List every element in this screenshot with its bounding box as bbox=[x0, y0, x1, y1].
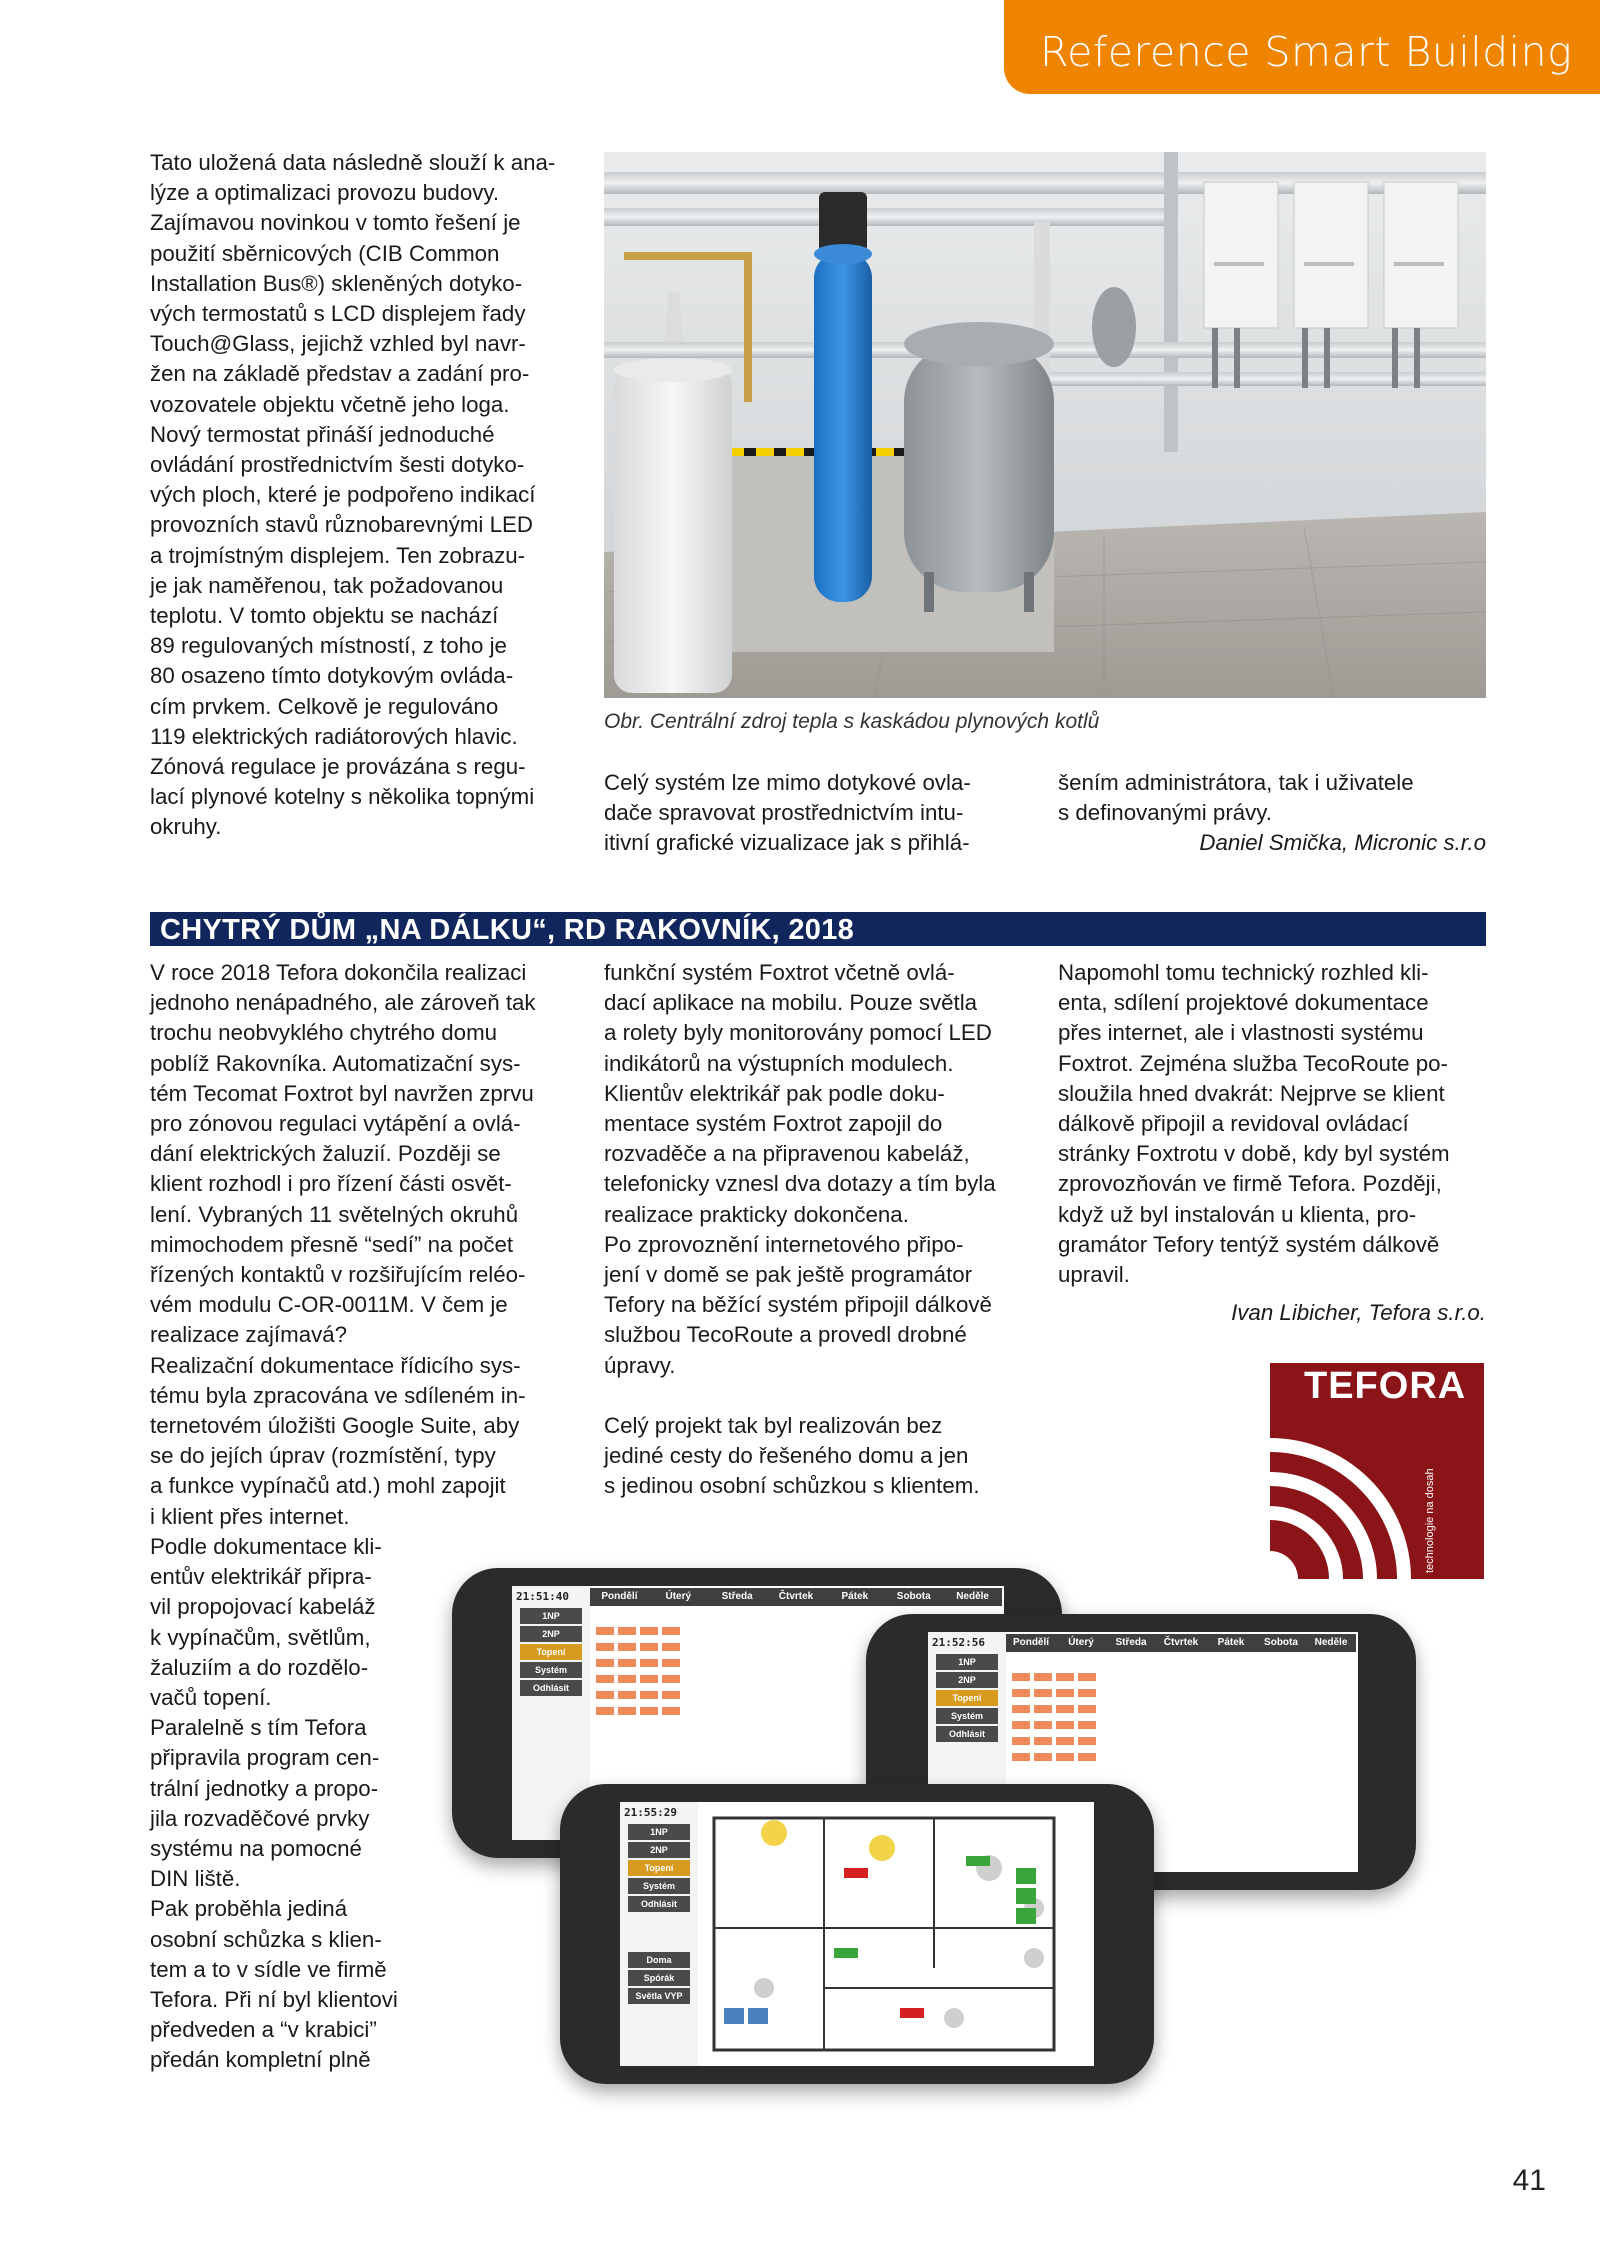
text-line: se do jejích úprav (rozmístění, typy bbox=[150, 1443, 496, 1469]
text-line: lení. Vybraných 11 světelných okruhů bbox=[150, 1201, 519, 1227]
boiler-room-photo bbox=[604, 152, 1486, 698]
text-line: itivní grafické vizualizace jak s přihlá- bbox=[604, 830, 970, 856]
text-line: použití sběrnicových (CIB Common bbox=[150, 240, 500, 266]
phone2-row bbox=[1012, 1704, 1352, 1715]
text-line: klient rozhodl i pro řízení části osvět- bbox=[150, 1171, 512, 1197]
text-line: vil propojovací kabeláž bbox=[150, 1594, 376, 1620]
phone2-day-7[interactable]: Neděle bbox=[1314, 1637, 1348, 1648]
text-line: Pak proběhla jediná bbox=[150, 1896, 348, 1922]
text-line: Touch@Glass, jejichž vzhled byl navr- bbox=[150, 331, 526, 357]
text-line: Tefora. Při ní byl klientovi bbox=[150, 1987, 398, 2013]
text-line: Klientův elektrikář pak podle doku- bbox=[604, 1080, 945, 1106]
text-line: s definovanými právy. bbox=[1058, 800, 1272, 826]
text-line: vozovatele objektu včetně jeho loga. bbox=[150, 391, 510, 417]
phone2-menu-2np[interactable]: 2NP bbox=[936, 1672, 998, 1688]
phone2-day-1[interactable]: Pondělí bbox=[1012, 1637, 1050, 1648]
text-line: a rolety byly monitorovány pomocí LED bbox=[604, 1020, 992, 1046]
text-line: trochu neobvyklého chytrého domu bbox=[150, 1020, 498, 1046]
text-line: předveden a “v krabici” bbox=[150, 2017, 377, 2043]
text-line: a trojmístným displejem. Ten zobrazu- bbox=[150, 542, 526, 568]
text-line: dálkově připojil a revidoval ovládací bbox=[1058, 1111, 1409, 1137]
text-line: Tato uložená data následně slouží k ana- bbox=[150, 150, 556, 175]
text-line: systému na pomocné bbox=[150, 1836, 362, 1862]
phone1-day-3[interactable]: Středa bbox=[721, 1591, 753, 1602]
phone2-menu-logout[interactable]: Odhlásit bbox=[936, 1726, 998, 1742]
text-line: dání elektrických žaluzií. Později se bbox=[150, 1141, 501, 1167]
text-line: Paralelně s tím Tefora bbox=[150, 1715, 367, 1741]
text-line: Zajímavou novinkou v tomto řešení je bbox=[150, 210, 521, 236]
text-line: Podle dokumentace kli- bbox=[150, 1534, 382, 1559]
text-line: realizace prakticky dokončena. bbox=[604, 1201, 909, 1227]
article-column-2 bbox=[604, 958, 1036, 1502]
text-line: provozních stavů různobarevnými LED bbox=[150, 512, 533, 538]
left-column-top bbox=[150, 148, 582, 843]
phone2-clock: 21:52:56 bbox=[932, 1636, 985, 1649]
phone3-screen bbox=[620, 1802, 1094, 2066]
text-line: Tefory na běžící systém připojil dálkově bbox=[604, 1292, 992, 1318]
text-line: službou TecoRoute a provedl drobné bbox=[604, 1322, 967, 1348]
text-line: Zónová regulace je provázána s regu- bbox=[150, 754, 526, 780]
header-title: Reference Smart Building bbox=[1040, 28, 1573, 76]
phone1-day-4[interactable]: Čtvrtek bbox=[778, 1591, 814, 1602]
phone2-day-4[interactable]: Čtvrtek bbox=[1163, 1637, 1199, 1648]
phone1-clock: 21:51:40 bbox=[516, 1590, 569, 1603]
text-line: mentace systém Foxtrot zapojil do bbox=[604, 1111, 943, 1137]
text-line: když už byl instalován u klienta, pro- bbox=[1058, 1201, 1417, 1227]
text-line: žen na základě představ a zadání pro- bbox=[150, 361, 530, 387]
phone2-days-bar bbox=[1006, 1634, 1356, 1652]
phone3-scene-lights-off[interactable]: Světla VYP bbox=[628, 1988, 690, 2004]
text-line: vých ploch, které je podpořeno indikací bbox=[150, 482, 536, 508]
text-line: ternetovém úložišti Google Suite, aby bbox=[150, 1413, 520, 1439]
text-line: připravila program cen- bbox=[150, 1745, 380, 1771]
text-line: šením administrátora, tak i uživatele bbox=[1058, 770, 1414, 795]
phone3-menu-2np[interactable]: 2NP bbox=[628, 1842, 690, 1858]
text-line: 89 regulovaných místností, z toho je bbox=[150, 633, 507, 659]
text-line: Installation Bus®) skleněných dotyko- bbox=[150, 270, 523, 296]
phone2-row bbox=[1012, 1672, 1352, 1683]
phone3-clock: 21:55:29 bbox=[624, 1806, 677, 1819]
text-line: 80 osazeno tímto dotykovým ovláda- bbox=[150, 663, 514, 689]
text-line: indikátorů na výstupních modulech. bbox=[604, 1050, 954, 1076]
text-line: osobní schůzka s klien- bbox=[150, 1926, 382, 1952]
text-line: enta, sdílení projektové dokumentace bbox=[1058, 990, 1429, 1016]
text-line: dací aplikace na mobilu. Pouze světla bbox=[604, 990, 978, 1016]
page-number: 41 bbox=[1512, 2164, 1546, 2197]
logo-tagline: technologie na dosah bbox=[1424, 1468, 1436, 1573]
phone1-day-5[interactable]: Pátek bbox=[841, 1591, 869, 1602]
signature-bottom: Ivan Libicher, Tefora s.r.o. bbox=[1231, 1300, 1486, 1325]
text-line: trální jednotky a propo- bbox=[150, 1775, 379, 1801]
text-line: lací plynové kotelny s několika topnými bbox=[150, 784, 535, 810]
text-line: jení v domě se pak ještě programátor bbox=[604, 1262, 973, 1288]
phone2-row bbox=[1012, 1688, 1352, 1699]
phone3-menu-system[interactable]: Systém bbox=[628, 1878, 690, 1894]
text-line: Po zprovoznění internetového připo- bbox=[604, 1231, 964, 1257]
text-line: tem a to v sídle ve firmě bbox=[150, 1956, 387, 1982]
phone3-scene-saving[interactable]: Spórák bbox=[628, 1970, 690, 1986]
phone1-day-1[interactable]: Pondělí bbox=[601, 1591, 638, 1602]
text-line: Realizační dokumentace řídicího sys- bbox=[150, 1352, 521, 1378]
photo-caption: Obr. Centrální zdroj tepla s kaskádou plynových kotlů bbox=[604, 710, 1100, 733]
phone1-days-bar bbox=[590, 1588, 1002, 1606]
text-line: vých termostatů s LCD displejem řady bbox=[150, 301, 526, 327]
phone2-day-6[interactable]: Sobota bbox=[1264, 1637, 1298, 1648]
text-line bbox=[604, 1381, 1036, 1411]
text-line: upravil. bbox=[1058, 1262, 1130, 1288]
article-column-3 bbox=[1058, 958, 1486, 1290]
article-column-1-narrow bbox=[150, 1532, 424, 2076]
text-line: mimochodem přesně “sedí” na počet bbox=[150, 1231, 514, 1257]
text-line: Foxtrot. Zejména služba TecoRoute po- bbox=[1058, 1050, 1448, 1076]
text-line: vačů topení. bbox=[150, 1685, 272, 1711]
text-line: tém Tecomat Foxtrot byl navržen zprvu bbox=[150, 1080, 534, 1106]
floor-plan bbox=[704, 1808, 1084, 2060]
text-line: pro zónovou regulaci vytápění a ovlá- bbox=[150, 1111, 521, 1137]
boiler-room-illustration bbox=[604, 152, 1486, 698]
phone3-menu-topeni[interactable]: Topení bbox=[628, 1860, 690, 1876]
text-line: jednoho nenápadného, ale zároveň tak bbox=[150, 990, 536, 1016]
phone1-menu-topeni[interactable]: Topení bbox=[520, 1644, 582, 1660]
phone3-menu-logout[interactable]: Odhlásit bbox=[628, 1896, 690, 1912]
text-line: dače spravovat prostřednictvím intu- bbox=[604, 800, 964, 826]
phone2-day-3[interactable]: Středa bbox=[1115, 1637, 1147, 1648]
text-line: 119 elektrických radiátorových hlavic. bbox=[150, 723, 518, 749]
text-line: poblíž Rakovníka. Automatizační sys- bbox=[150, 1050, 521, 1076]
text-line: lýze a optimalizaci provozu budovy. bbox=[150, 180, 500, 206]
text-line: DIN liště. bbox=[150, 1866, 241, 1892]
phone1-menu-2np[interactable]: 2NP bbox=[520, 1626, 582, 1642]
phone2-menu-1np[interactable]: 1NP bbox=[936, 1654, 998, 1670]
text-line: řízených kontaktů v rozšiřujícím reléo- bbox=[150, 1262, 526, 1288]
text-line: k vypínačům, světlům, bbox=[150, 1624, 371, 1650]
text-line: cím prvkem. Celkově je regulováno bbox=[150, 693, 499, 719]
phone2-day-2[interactable]: Úterý bbox=[1068, 1637, 1094, 1648]
section-title: CHYTRÝ DŮM „NA DÁLKU“, RD RAKOVNÍK, 2018 bbox=[160, 914, 855, 946]
phone1-menu-1np[interactable]: 1NP bbox=[520, 1608, 582, 1624]
article-column-1 bbox=[150, 958, 582, 1532]
phone2-menu-topeni[interactable]: Topení bbox=[936, 1690, 998, 1706]
text-line: a funkce vypínačů atd.) mohl zapojit bbox=[150, 1473, 506, 1499]
text-line: telefonicky vznesl dva dotazy a tím byla bbox=[604, 1171, 996, 1197]
text-line: jediné cesty do řešeného domu a jen bbox=[604, 1443, 969, 1469]
text-line: entův elektrikář připra- bbox=[150, 1564, 372, 1590]
text-line: přes internet, ale i vlastnosti systému bbox=[1058, 1020, 1424, 1046]
text-line: teplotu. V tomto objektu se nachází bbox=[150, 603, 499, 629]
section-heading-bar bbox=[150, 912, 1486, 946]
phone2-menu-system[interactable]: Systém bbox=[936, 1708, 998, 1724]
header-tab bbox=[1004, 0, 1600, 94]
text-line: jila rozvaděčové prvky bbox=[150, 1805, 370, 1831]
text-line: funkční systém Foxtrot včetně ovlá- bbox=[604, 960, 955, 985]
phone1-menu-logout[interactable]: Odhlásit bbox=[520, 1680, 582, 1696]
text-line: okruhy. bbox=[150, 814, 222, 840]
phone2-day-5[interactable]: Pátek bbox=[1217, 1637, 1245, 1648]
phone2-row bbox=[1012, 1720, 1352, 1731]
text-line: tému byla zpracována ve sdíleném in- bbox=[150, 1382, 526, 1408]
phone3-menu-1np[interactable]: 1NP bbox=[628, 1824, 690, 1840]
phone3-scene-home[interactable]: Doma bbox=[628, 1952, 690, 1968]
text-line: i klient přes internet. bbox=[150, 1503, 350, 1529]
phone1-day-6[interactable]: Sobota bbox=[896, 1591, 931, 1602]
text-line: gramátor Tefory tentýž systém dálkově bbox=[1058, 1231, 1440, 1257]
logo-name: TEFORA bbox=[1304, 1365, 1467, 1407]
text-line: s jedinou osobní schůzkou s klientem. bbox=[604, 1473, 980, 1499]
text-line: Napomohl tomu technický rozhled kli- bbox=[1058, 960, 1429, 985]
phone1-day-2[interactable]: Úterý bbox=[665, 1591, 692, 1602]
text-line: Nový termostat přináší jednoduché bbox=[150, 421, 495, 447]
text-line: předán kompletní plně bbox=[150, 2047, 371, 2073]
text-line: stránky Foxtrotu v době, kdy byl systém bbox=[1058, 1141, 1450, 1167]
text-line: úpravy. bbox=[604, 1352, 676, 1378]
text-line: ovládání prostřednictvím šesti dotyko- bbox=[150, 452, 525, 478]
text-line: žaluziím a do rozdělo- bbox=[150, 1654, 369, 1680]
text-line: je jak naměřenou, tak požadovanou bbox=[150, 572, 504, 598]
phone-mockup-floorplan bbox=[560, 1784, 1154, 2084]
text-line: rozvaděče a na připravenou kabeláž, bbox=[604, 1141, 970, 1167]
mid-column-top bbox=[604, 768, 1036, 859]
text-line: zprovozňován ve firmě Tefora. Později, bbox=[1058, 1171, 1442, 1197]
text-line: sloužila hned dvakrát: Nejprve se klient bbox=[1058, 1080, 1445, 1106]
text-line: vém modulu C-OR-0011M. V čem je bbox=[150, 1292, 508, 1318]
text-line: V roce 2018 Tefora dokončila realizaci bbox=[150, 960, 527, 985]
phone1-day-7[interactable]: Neděle bbox=[956, 1591, 989, 1602]
text-line: Celý projekt tak byl realizován bez bbox=[604, 1413, 943, 1439]
text-line: realizace zajímavá? bbox=[150, 1322, 348, 1348]
right-column-top bbox=[1058, 768, 1486, 828]
signature-top: Daniel Smička, Micronic s.r.o bbox=[1199, 830, 1486, 855]
phone1-menu-system[interactable]: Systém bbox=[520, 1662, 582, 1678]
tefora-logo bbox=[1270, 1363, 1484, 1579]
phone2-row bbox=[1012, 1736, 1352, 1747]
phone2-row bbox=[1012, 1752, 1352, 1763]
text-line: Celý systém lze mimo dotykové ovla- bbox=[604, 770, 971, 795]
